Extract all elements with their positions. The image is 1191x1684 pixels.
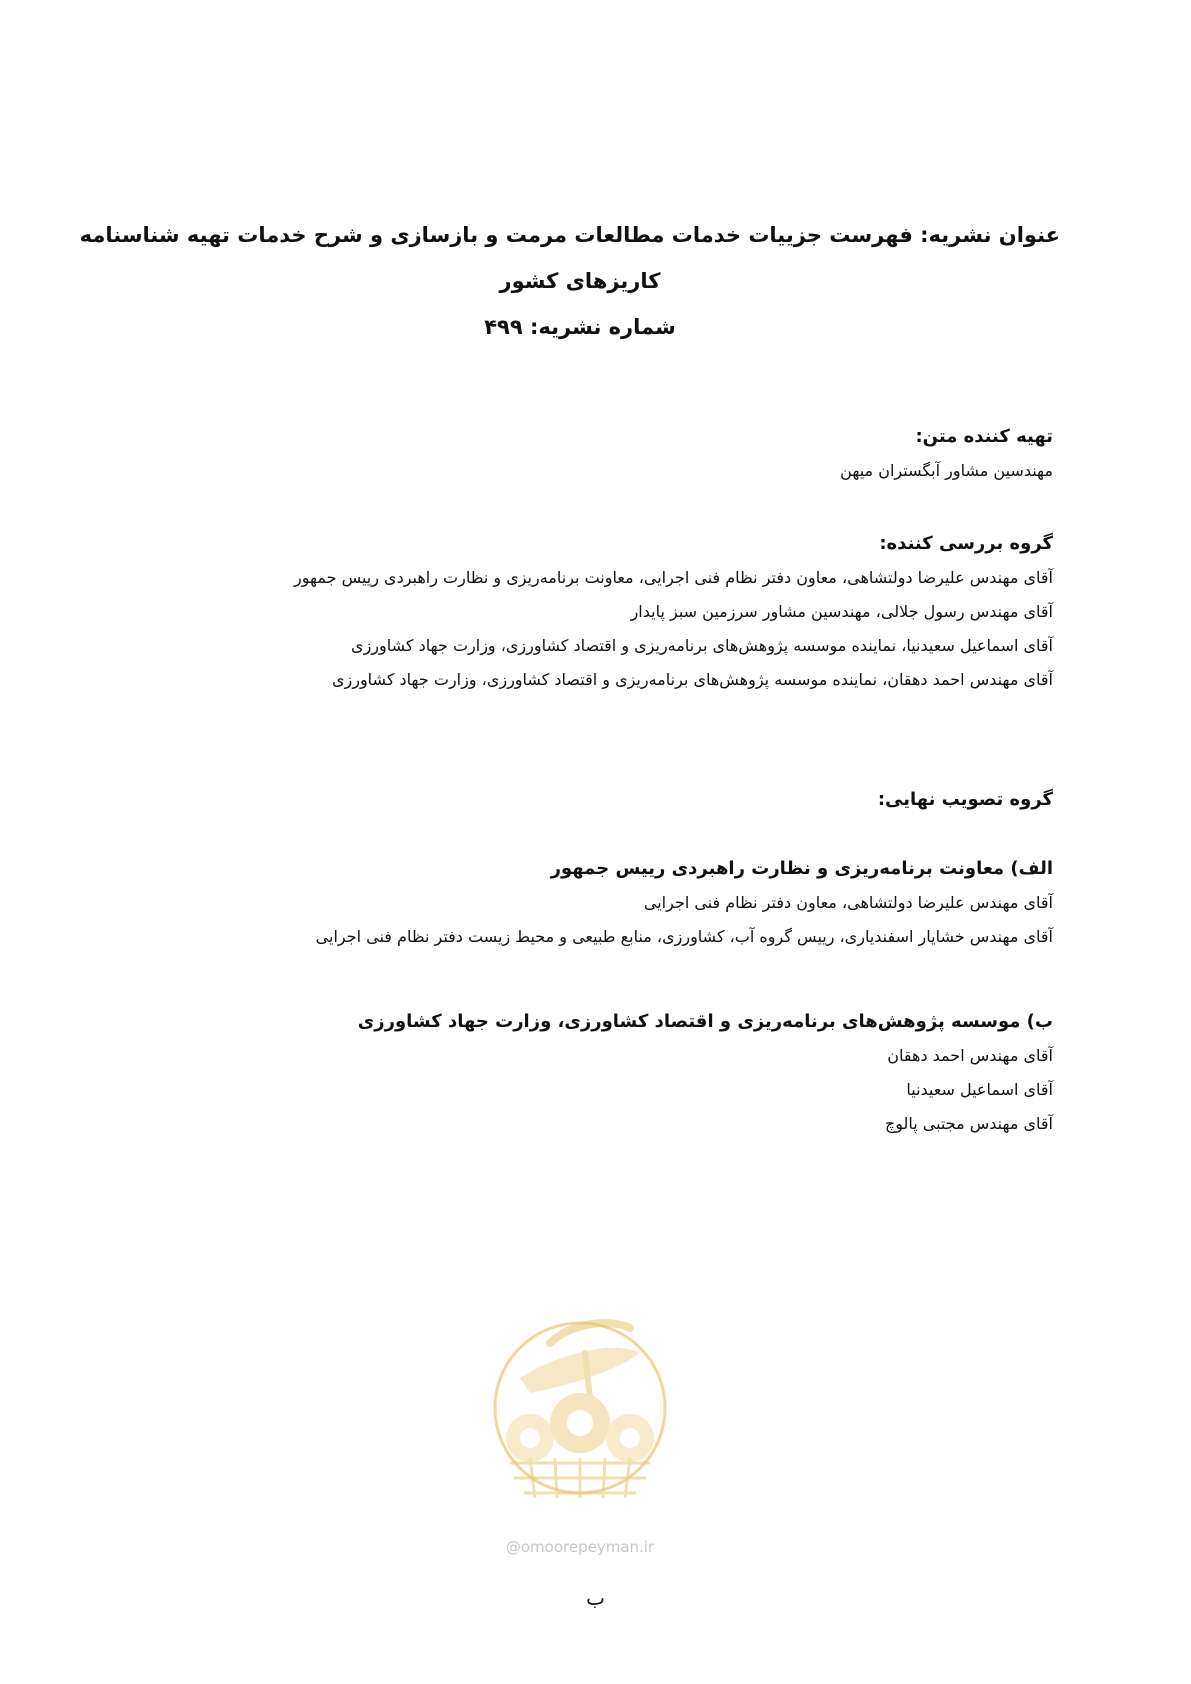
publication-title — [79, 212, 1060, 350]
preparer-line: مهندسین مشاور آبگستران میهن — [840, 461, 1053, 480]
approval-group-section — [173, 783, 1053, 817]
approval-member: آقای مهندس احمد دهقان — [887, 1046, 1053, 1065]
approval-part-a-heading: الف) معاونت برنامه‌ریزی و نظارت راهبردی رییس جمهور — [550, 858, 1053, 879]
publication-number: شماره نشریه: ۴۹۹ — [484, 315, 676, 339]
title-line-2: کاریزهای کشور — [499, 269, 661, 293]
preparer-heading: تهیه کننده متن: — [915, 426, 1053, 447]
review-member: آقای اسماعیل سعیدنیا، نماینده موسسه پژوهش‌های برنامه‌ریزی و اقتصاد کشاورزی، وزارت جهاد کشاورزی — [351, 636, 1053, 655]
approval-member: آقای مهندس مجتبی پالوچ — [884, 1114, 1053, 1133]
approval-part-b — [173, 1005, 1053, 1141]
approval-member: آقای مهندس خشایار اسفندیاری، رییس گروه آب، کشاورزی، منابع طبیعی و محیط زیست دفتر نظام فنی اجرایی — [315, 927, 1053, 946]
review-group-section — [173, 527, 1053, 697]
review-member: آقای مهندس علیرضا دولتشاهی، معاون دفتر نظام فنی اجرایی، معاونت برنامه‌ریزی و نظارت راهبردی رییس جمهور — [293, 568, 1053, 587]
page-number: ب — [586, 1586, 605, 1610]
review-member: آقای مهندس احمد دهقان، نماینده موسسه پژوهش‌های برنامه‌ریزی و اقتصاد کشاورزی، وزارت جهاد کشاورزی — [331, 670, 1053, 689]
approval-part-a — [173, 852, 1053, 954]
watermark-site: @omoorepeyman.ir — [505, 1538, 655, 1556]
approval-member: آقای مهندس علیرضا دولتشاهی، معاون دفتر نظام فنی اجرایی — [643, 893, 1053, 912]
approval-group-heading: گروه تصویب نهایی: — [877, 789, 1053, 810]
review-group-heading: گروه بررسی کننده: — [879, 533, 1053, 554]
approval-part-b-heading: ب) موسسه پژوهش‌های برنامه‌ریزی و اقتصاد کشاورزی، وزارت جهاد کشاورزی — [357, 1011, 1053, 1032]
omoorepeyman-logo — [490, 1298, 670, 1538]
approval-member: آقای اسماعیل سعیدنیا — [906, 1080, 1053, 1099]
title-line-1: عنوان نشریه: فهرست جزییات خدمات مطالعات مرمت و بازسازی و شرح خدمات تهیه شناسنامه — [79, 223, 1060, 247]
review-member: آقای مهندس رسول جلالی، مهندسین مشاور سرزمین سبز پایدار — [630, 602, 1053, 621]
preparer-section — [173, 420, 1053, 488]
